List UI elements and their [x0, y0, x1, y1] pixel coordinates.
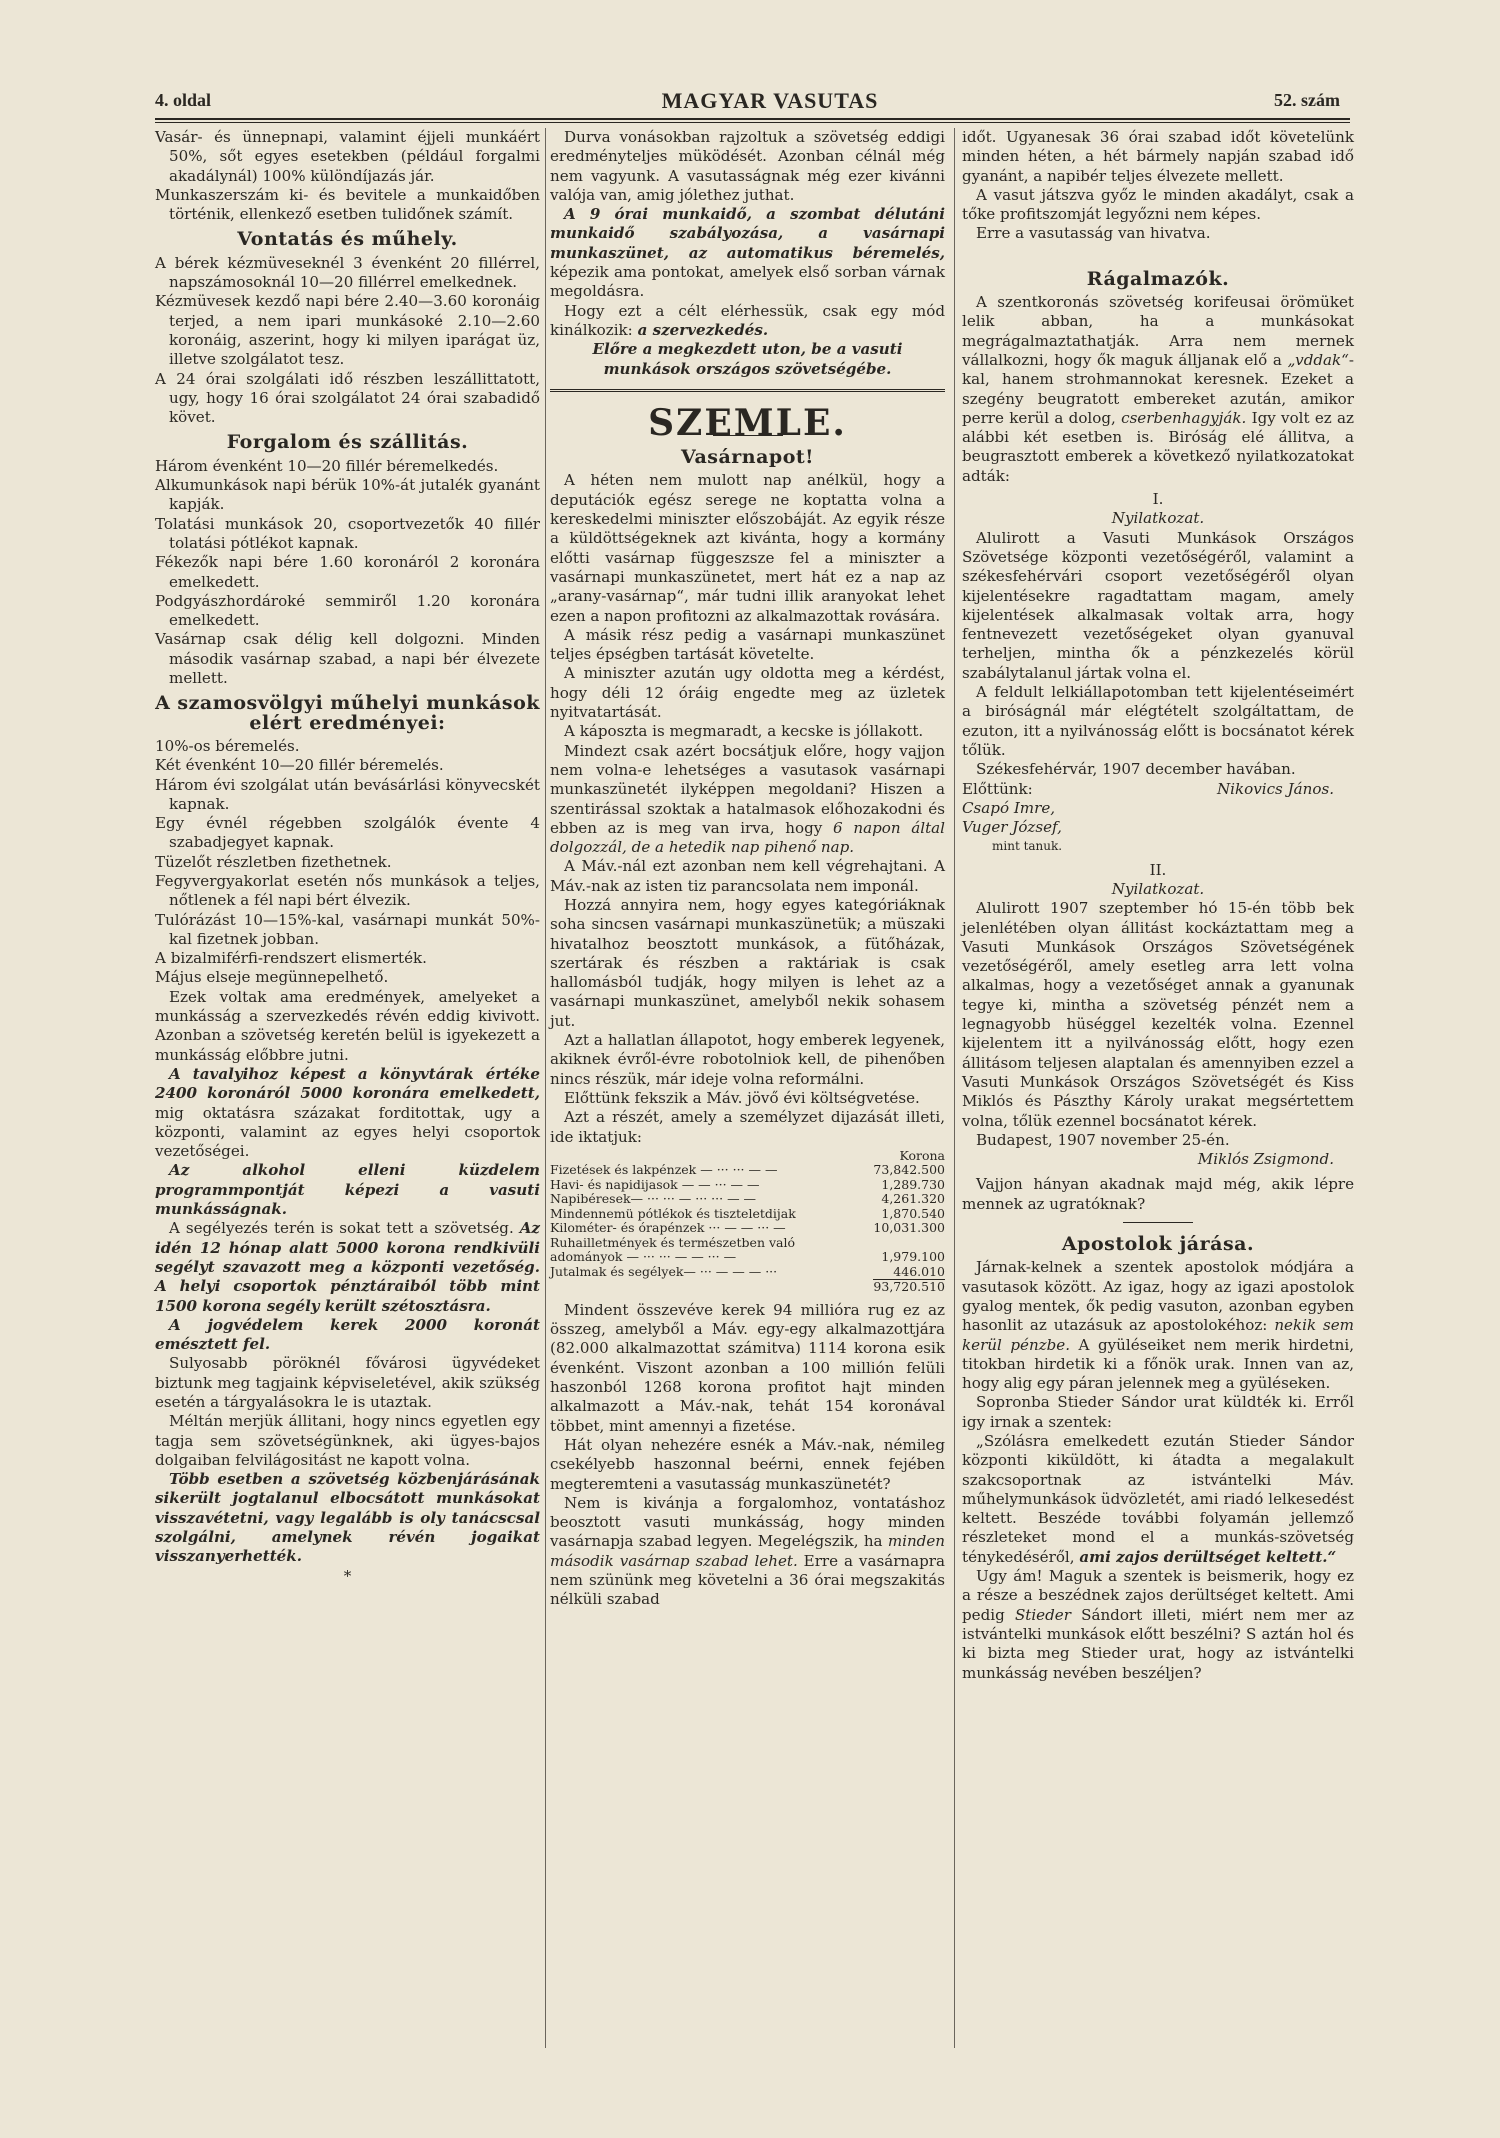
table-value [873, 1236, 945, 1251]
table-row [550, 1192, 945, 1207]
paragraph [962, 1567, 1354, 1683]
section-heading-szamosvolgyi: A szamosvölgyi műhelyi munkások elért eredményei: [155, 692, 540, 734]
emphasis-paragraph: Több esetben a szövetség közbenjárásának sikerült jogtalanul elbocsátott munkásokat visszavétetni, vagy legalább is oly tanácscsal szolgálni, amelynek révén jogaikat visszanyerhették. [155, 1470, 540, 1566]
emphasis: A tavalyihoz képest a könyvtárak értéke 2400 koronáról 5000 koronára emelkedett, [155, 1064, 540, 1103]
list-item: Május elseje megünnepelhető. [155, 968, 389, 987]
table-value: 1,979.100 [881, 1249, 945, 1265]
italic-text: 6 napon által dolgozzál, de a hetedik nap pihenő nap. [550, 818, 945, 857]
table-row [550, 1207, 945, 1222]
slogan: Előre a megkezdett uton, be a vasuti munkások országos szövetségébe. [592, 340, 903, 378]
list-item: Vasárnap csak délig kell dolgozni. Minden második vasárnap szabad, a napi bér élvezete mellett. [155, 630, 540, 688]
masthead-title: MAGYAR VASUTAS [661, 88, 879, 113]
paragraph: Ezek voltak ama eredmények, amelyeket a munkásság a szervezkedés révén eddig kivivott. Azonban a szövetség keretén belül is igyekezett a munkásság előbbre jutni. [155, 987, 540, 1064]
list-item: Fékezők napi bére 1.60 koronáról 2 koronára emelkedett. [155, 553, 540, 591]
paragraph [550, 205, 945, 301]
paragraph [550, 742, 945, 858]
paragraph: időt. Ugyanesak 36 órai szabad időt követelünk minden héten, a hét bármely napján szabad idő gyanánt, a napibér teljes élvezete mellett. [962, 128, 1354, 185]
table-label: Mindennemü pótlékok és tiszteletdijak [550, 1205, 796, 1221]
list-item: Egy évnél régebben szolgálók évente 4 szabadjegyet kapnak. [155, 814, 540, 852]
table-label: Napibéresek— ··· ··· — ··· ··· — — [550, 1191, 757, 1207]
signature: Nikovics János. [1216, 779, 1334, 798]
column-middle [550, 128, 945, 1610]
table-total-row [550, 1280, 945, 1295]
paragraph: A Máv.-nál ezt azonban nem kell végrehajtani. A Máv.-nak az isten tiz parancsolata nem imponál. [550, 857, 945, 895]
paragraph: A káposzta is megmaradt, a kecske is jóllakott. [564, 722, 924, 741]
paragraph: Sulyosabb pöröknél fővárosi ügyvédeket biztunk meg tagjaink képviseletével, akik szükség esetén a tárgyalásokra le is utaztak. [155, 1354, 540, 1411]
paragraph: Azt a részét, amely a személyzet dijazását illeti, ide iktatjuk: [550, 1108, 945, 1146]
signature: Miklós Zsigmond. [1197, 1150, 1334, 1169]
paragraph: Durva vonásokban rajzoltuk a szövetség eddigi eredményteljes müködését. Azonban célnál még nem vagyunk. A vasutasságnak még ezer kivánni valója van, amig jólethez juthat. [550, 128, 945, 204]
list-item: Alkumunkások napi bérük 10%-át jutalék gyanánt kapják. [155, 476, 540, 514]
table-row [550, 1265, 945, 1280]
place-date: Budapest, 1907 november 25-én. [976, 1130, 1230, 1149]
italic-text: „vddak“ [1287, 350, 1349, 369]
table-value: 446.010 [893, 1263, 945, 1279]
column-left [155, 128, 540, 1586]
section-heading-forgalom: Forgalom és szállitás. [226, 431, 469, 454]
paragraph: Azt a hallatlan állapotot, hogy emberek legyenek, akiknek évről-évre robotolniok kell, de pihenőben nincs részük, már ideje volna reformálni. [550, 1031, 945, 1088]
paragraph: Alulirott a Vasuti Munkások Országos Szövetsége központi vezetőségéről, valamint a székesfehérvári csoport vezetőségéről olyan kijelentésekre ragadtattam magam, amely kijelentések alkalmasak voltak arra, hogy fentnevezett vezetőségeket olyan gyanuval terheljen, mintha ők a pénzkezelés körül szabálytalanul jártak volna el. [962, 528, 1354, 682]
text: Ugy ám! Maguk a szentek is beismerik, hogy ez a része a beszédnek zajos derültséget keltett. Ami pedig [962, 1567, 1354, 1624]
text: képezik ama pontokat, amelyek első sorban várnak megoldásra. [550, 263, 945, 301]
section-heading-vontatas: Vontatás és műhely. [237, 228, 458, 251]
emphasis-paragraph: Az alkohol elleni küzdelem programmpontját képezi a vasuti munkásságnak. [155, 1161, 540, 1219]
text: „Szólásra emelkedett ezután Stieder Sándor központi kiküldött, ki átadta a megalakult szakcsoportnak az istvántelki Máv. műhelymunkások üdvözletét, ami riadó lelkesedést keltett. Beszéde további folyamán jellemző részleteket mond el a munkás-szövetség ténykedéséről, [962, 1432, 1354, 1566]
list-item: Tulórázást 10—15%-kal, vasárnapi munkát 50%-kal fizetnek jobban. [155, 910, 540, 948]
declaration-title: Nyilatkozat. [1111, 879, 1205, 898]
text: A szentkoronás szövetség korifeusai örömüket lelik abban, ha a munkásokat megrágalmaztathatják. Arra nem mernek vállalkozni, hogy ők maguk álljanak elő a [962, 293, 1354, 369]
list-item: Tüzelőt részletben fizethetnek. [155, 852, 392, 871]
section-rule [550, 389, 945, 392]
paragraph: A másik rész pedig a vasárnapi munkaszünet teljes épségben tartását követelte. [550, 625, 945, 664]
paragraph [155, 1065, 540, 1161]
paragraph: Kézmüvesek kezdő napi bére 2.40—3.60 koronáig terjed, a nem ipari munkásoké 2.10—2.60 koronáig, aszerint, hogy ki milyen iparágat üz, illetve szolgálatot tesz. [155, 292, 540, 369]
paragraph: Alulirott 1907 szeptember hó 15-én több bek jelenlétében olyan állitást kockáztattam meg a Vasuti Munkások Országos Szövetségének vezetőségéről, amely esetleg arra lett volna alkalmas, hogy a vezetőséget annak a gyanunak tegye ki, mintha a szövetség pénzét nem a legnagyobb hüséggel kezelték volna. Ezennel kijelentem itt a nyilvánosság előtt, hogy ezen állitásom teljesen alaptalan és amennyiben ezzel a Vasuti Munkások Országos Szövetségét és Kiss Miklós és Pászthy Károly urakat megsértettem volna, tőlük ezennel bocsánatot kérek. [962, 899, 1354, 1130]
emphasis: a szervezkedés. [637, 320, 769, 339]
paragraph: Erre a vasutasság van hivatva. [976, 224, 1211, 243]
paragraph: A miniszter azután ugy oldotta meg a kérdést, hogy déli 12 óráig engedte meg az üzletek nyitvatartását. [550, 664, 945, 722]
paragraph: Méltán merjük állitani, hogy nincs egyetlen egy tagja sem szövetségünknek, aki ügyes-bajos dolgaiban felvilágositást ne kapott volna. [155, 1412, 540, 1469]
header-rule [155, 118, 1350, 120]
text: Sándort illeti, miért nem mer az istvántelki munkások előtt beszélni? S aztán hol és ki bizta meg Stieder urat, hogy az istvántelki munkásság nevében beszéljen? [962, 1605, 1354, 1682]
text: Mindezt csak azért bocsátjuk előre, hogy vajjon nem volna-e lehetséges a vasutasok vasárnapi munkaszünetét ilyképpen megoldani? Hiszen a szentirással szoktak a hatalmasok előhozakodni és ebben az is meg van irva, hogy [550, 741, 945, 837]
declaration-number: I. [1152, 490, 1164, 509]
emphasis: ami zajos derültséget keltett.“ [1079, 1547, 1337, 1566]
list-item: Podgyászhordároké semmiről 1.20 koronára emelkedett. [155, 591, 540, 630]
place-date: Székesfehérvár, 1907 december havában. [976, 760, 1296, 779]
text: -kal, hanem strohmannokat keresnek. Ezeket a szegény beugratott embereket azután, amikor perre kerül a dolog, [962, 350, 1354, 427]
signature-line [962, 780, 1354, 799]
salary-table [550, 1149, 945, 1295]
page-header [155, 90, 1350, 118]
witness-note: mint tanuk. [992, 839, 1063, 854]
table-label: Ruhailletmények és természetben való [550, 1234, 796, 1250]
paragraph [962, 1258, 1354, 1393]
paragraph: A vasut játszva győz le minden akadályt, csak a tőke profitszomját legyőzni nem képes. [962, 185, 1354, 224]
column-divider [954, 128, 955, 2048]
table-row [550, 1178, 945, 1193]
header-rule-thin [155, 122, 1350, 123]
table-value: 10,031.300 [873, 1220, 945, 1236]
text: mig oktatásra százakat forditottak, ugy a központi, valamint az egyes helyi csoportok vezetőségei. [155, 1103, 540, 1161]
italic-text: minden második vasárnap szabad lehet. [550, 1532, 945, 1570]
list-item: Tolatási munkások 20, csoportvezetők 40 fillér tolatási pótlékot kapnak. [155, 514, 540, 552]
table-row [550, 1163, 945, 1178]
szemle-title: SZEMLE. [648, 401, 847, 444]
table-value: 1,870.540 [881, 1205, 945, 1221]
list-item: Három évi szolgálat után bevásárlási könyvecskét kapnak. [155, 775, 540, 813]
list-item: A bizalmiférfi-rendszert elismerték. [155, 949, 427, 968]
section-heading-vasarnapot: Vasárnapot! [680, 446, 815, 469]
table-row [550, 1236, 945, 1251]
table-value: 73,842.500 [873, 1162, 945, 1178]
declaration-number: II. [1149, 860, 1167, 879]
witness-label: Előttünk: [962, 779, 1033, 798]
emphasis-paragraph: A jogvédelem kerek 2000 koronát emésztett fel. [155, 1315, 540, 1354]
emphasis: A 9 órai munkaidő, a szombat délutáni munkaidő szabályozása, a vasárnapi munkaszünet, az automatikus béremelés, [550, 205, 945, 262]
declaration-title: Nyilatkozat. [1111, 509, 1205, 528]
separator-star: * [343, 1566, 352, 1585]
paragraph [962, 1432, 1354, 1567]
paragraph: Mindent összevéve kerek 94 millióra rug ez az összeg, amelyből a Máv. egy-egy alkalmazottjára (82.000 alkalmazottat számitva) 1114 korona esik évenként. Viszont azonban a 100 millión felüli haszonból 1268 korona profitot hajt minden alkalmazott a Máv.-nak, tehát 154 koronával többet, mint amennyi a fizetése. [550, 1300, 945, 1435]
table-value: 4,261.320 [881, 1191, 945, 1207]
paragraph: Vasár- és ünnepnapi, valamint éjjeli munkáért 50%, sőt egyes esetekben (például forgalmi akadálynál) 100% különdíjazás jár. [155, 128, 540, 185]
table-unit: Korona [899, 1147, 945, 1163]
paragraph: Hát olyan nehezére esnék a Máv.-nak, némileg csekélyebb haszonnal beérni, ennek fejében megteremteni a vasutasság munkaszünetét? [550, 1435, 945, 1493]
paragraph: Sopronba Stieder Sándor urat küldték ki. Erről igy irnak a szentek: [962, 1393, 1354, 1431]
table-label: Fizetések és lakpénzek — ··· ··· — — [550, 1162, 778, 1178]
text: A gyüléseiket nem merik hirdetni, titokban hirdetik ki a főnök urak. Innen van az, hogy alig egy páran jelennek meg a gyüléseken. [962, 1335, 1354, 1393]
paragraph [155, 1219, 540, 1315]
text: Igy volt ez az alábbi két esetben is. Biróság elé állitva, a beugrasztott emberek a következő nyilatkozatokat adták: [962, 408, 1354, 485]
text: Nem is kivánja a forgalomhoz, vontatáshoz beosztott vasuti munkásság, hogy minden vasárnapja szabad legyen. Megelégszik, ha [550, 1493, 945, 1551]
emphasis: Az idén 12 hónap alatt 5000 korona rendkivüli segélyt szavazott meg a központi vezetőség. A helyi csoportok pénztáraiból több mint 1500 korona segély került szétosztásra. [155, 1219, 540, 1315]
column-divider [545, 128, 546, 2048]
table-total: 93,720.510 [873, 1279, 945, 1295]
paragraph: A bérek kézmüveseknél 3 évenként 20 fillérrel, napszámosoknál 10—20 fillérrel emelkednek. [155, 253, 540, 292]
section-heading-apostolok: Apostolok járása. [1061, 1233, 1255, 1256]
paragraph: Vajjon hányan akadnak majd még, akik lépre mennek az ugratóknak? [962, 1175, 1354, 1213]
paragraph: Hozzá annyira nem, hogy egyes kategóriáknak soha sincsen vasárnapi munkaszünetük; a müszaki hivatalhoz beosztott munkások, a fütőházak, szertárak és részben a raktáriak is csak hallomásból tudják, hogy milyen is lehet az a vasárnapi munkaszünet, amelyből nekik sohasem jut. [550, 895, 945, 1030]
table-label: Havi- és napidijasok — — ··· — — [550, 1176, 760, 1192]
table-row [550, 1250, 945, 1265]
list-item: 10%-os béremelés. [155, 736, 300, 755]
text: A segélyezés terén is sokat tett a szövetség. [169, 1219, 520, 1238]
italic-text: cserbenhagyják. [1121, 408, 1247, 427]
italic-text: nekik sem kerül pénzbe. [962, 1316, 1354, 1354]
table-label: Jutalmak és segélyek— ··· — — — ··· [550, 1264, 778, 1280]
witness-name: Csapó Imre, [962, 798, 1056, 817]
text: Járnak-kelnek a szentek apostolok módjára a vasutasok között. Az igaz, hogy az igazi apostolok gyalog mentek, ők pedig vasuton, azonban egyben hasonlit az utazásuk az apostolokéhoz: [962, 1258, 1354, 1335]
paragraph: Munkaszerszám ki- és bevitele a munkaidőben történik, ellenkező esetben tulidőnek számít. [155, 185, 540, 224]
paragraph: A 24 órai szolgálati idő részben leszállittatott, ugy, hogy 16 órai szolgálatot 24 órai szabadidő követ. [155, 369, 540, 427]
section-heading-ragalmazok: Rágalmazók. [1086, 267, 1230, 290]
list-item: Három évenként 10—20 fillér béremelkedés. [155, 456, 499, 475]
text: Erre a vasárnapra nem szününk meg követelni a 36 órai megszakitás nélküli szabad [550, 1551, 946, 1609]
italic-text: Stieder [1014, 1605, 1071, 1624]
list-item: Fegyvergyakorlat esetén nős munkások a teljes, nőtlenek a fél napi bért élvezik. [155, 871, 540, 910]
paragraph: Előttünk fekszik a Máv. jövő évi költségvetése. [564, 1088, 920, 1107]
paragraph [550, 1494, 945, 1610]
paragraph [550, 302, 945, 341]
issue-number: 52. szám [1274, 90, 1340, 110]
short-rule [1123, 1222, 1193, 1223]
table-row [550, 1221, 945, 1236]
table-label: adományok — ··· ··· — — ··· — [550, 1249, 737, 1265]
text: Hogy ezt a célt elérhessük, csak egy mód kinálkozik: [550, 301, 945, 339]
witness-name: Vuger József, [962, 818, 1062, 837]
list-item: Két évenként 10—20 fillér béremelés. [155, 756, 444, 775]
paragraph [962, 293, 1354, 486]
paragraph: A feldult lelkiállapotomban tett kijelentéseimért a biróságnál már elégtételt szolgáltattam, de ezuton, itt a nyilvánosság előtt is bocsánatot kérek tőlük. [962, 683, 1354, 759]
page-number: 4. oldal [155, 90, 212, 110]
table-value: 1,289.730 [881, 1176, 945, 1192]
paragraph: A héten nem mulott nap anélkül, hogy a deputációk egész serege ne koptatta volna a kereskedelmi miniszter előszobáját. Az egyik része a küldöttségeknek azt kivánta, hogy a kormány előtti vasárnap függeszsze fel a miniszter a vasárnapi munkaszünetet, mert hát ez a nap az „arany-vasárnap“, már tudni illik aranyokat lehet ezen a napon profitozni az alkalmazottak rovására. [550, 471, 945, 625]
column-right [962, 128, 1354, 1683]
table-label: Kilométer- és órapénzek ··· — — ··· — [550, 1220, 786, 1236]
